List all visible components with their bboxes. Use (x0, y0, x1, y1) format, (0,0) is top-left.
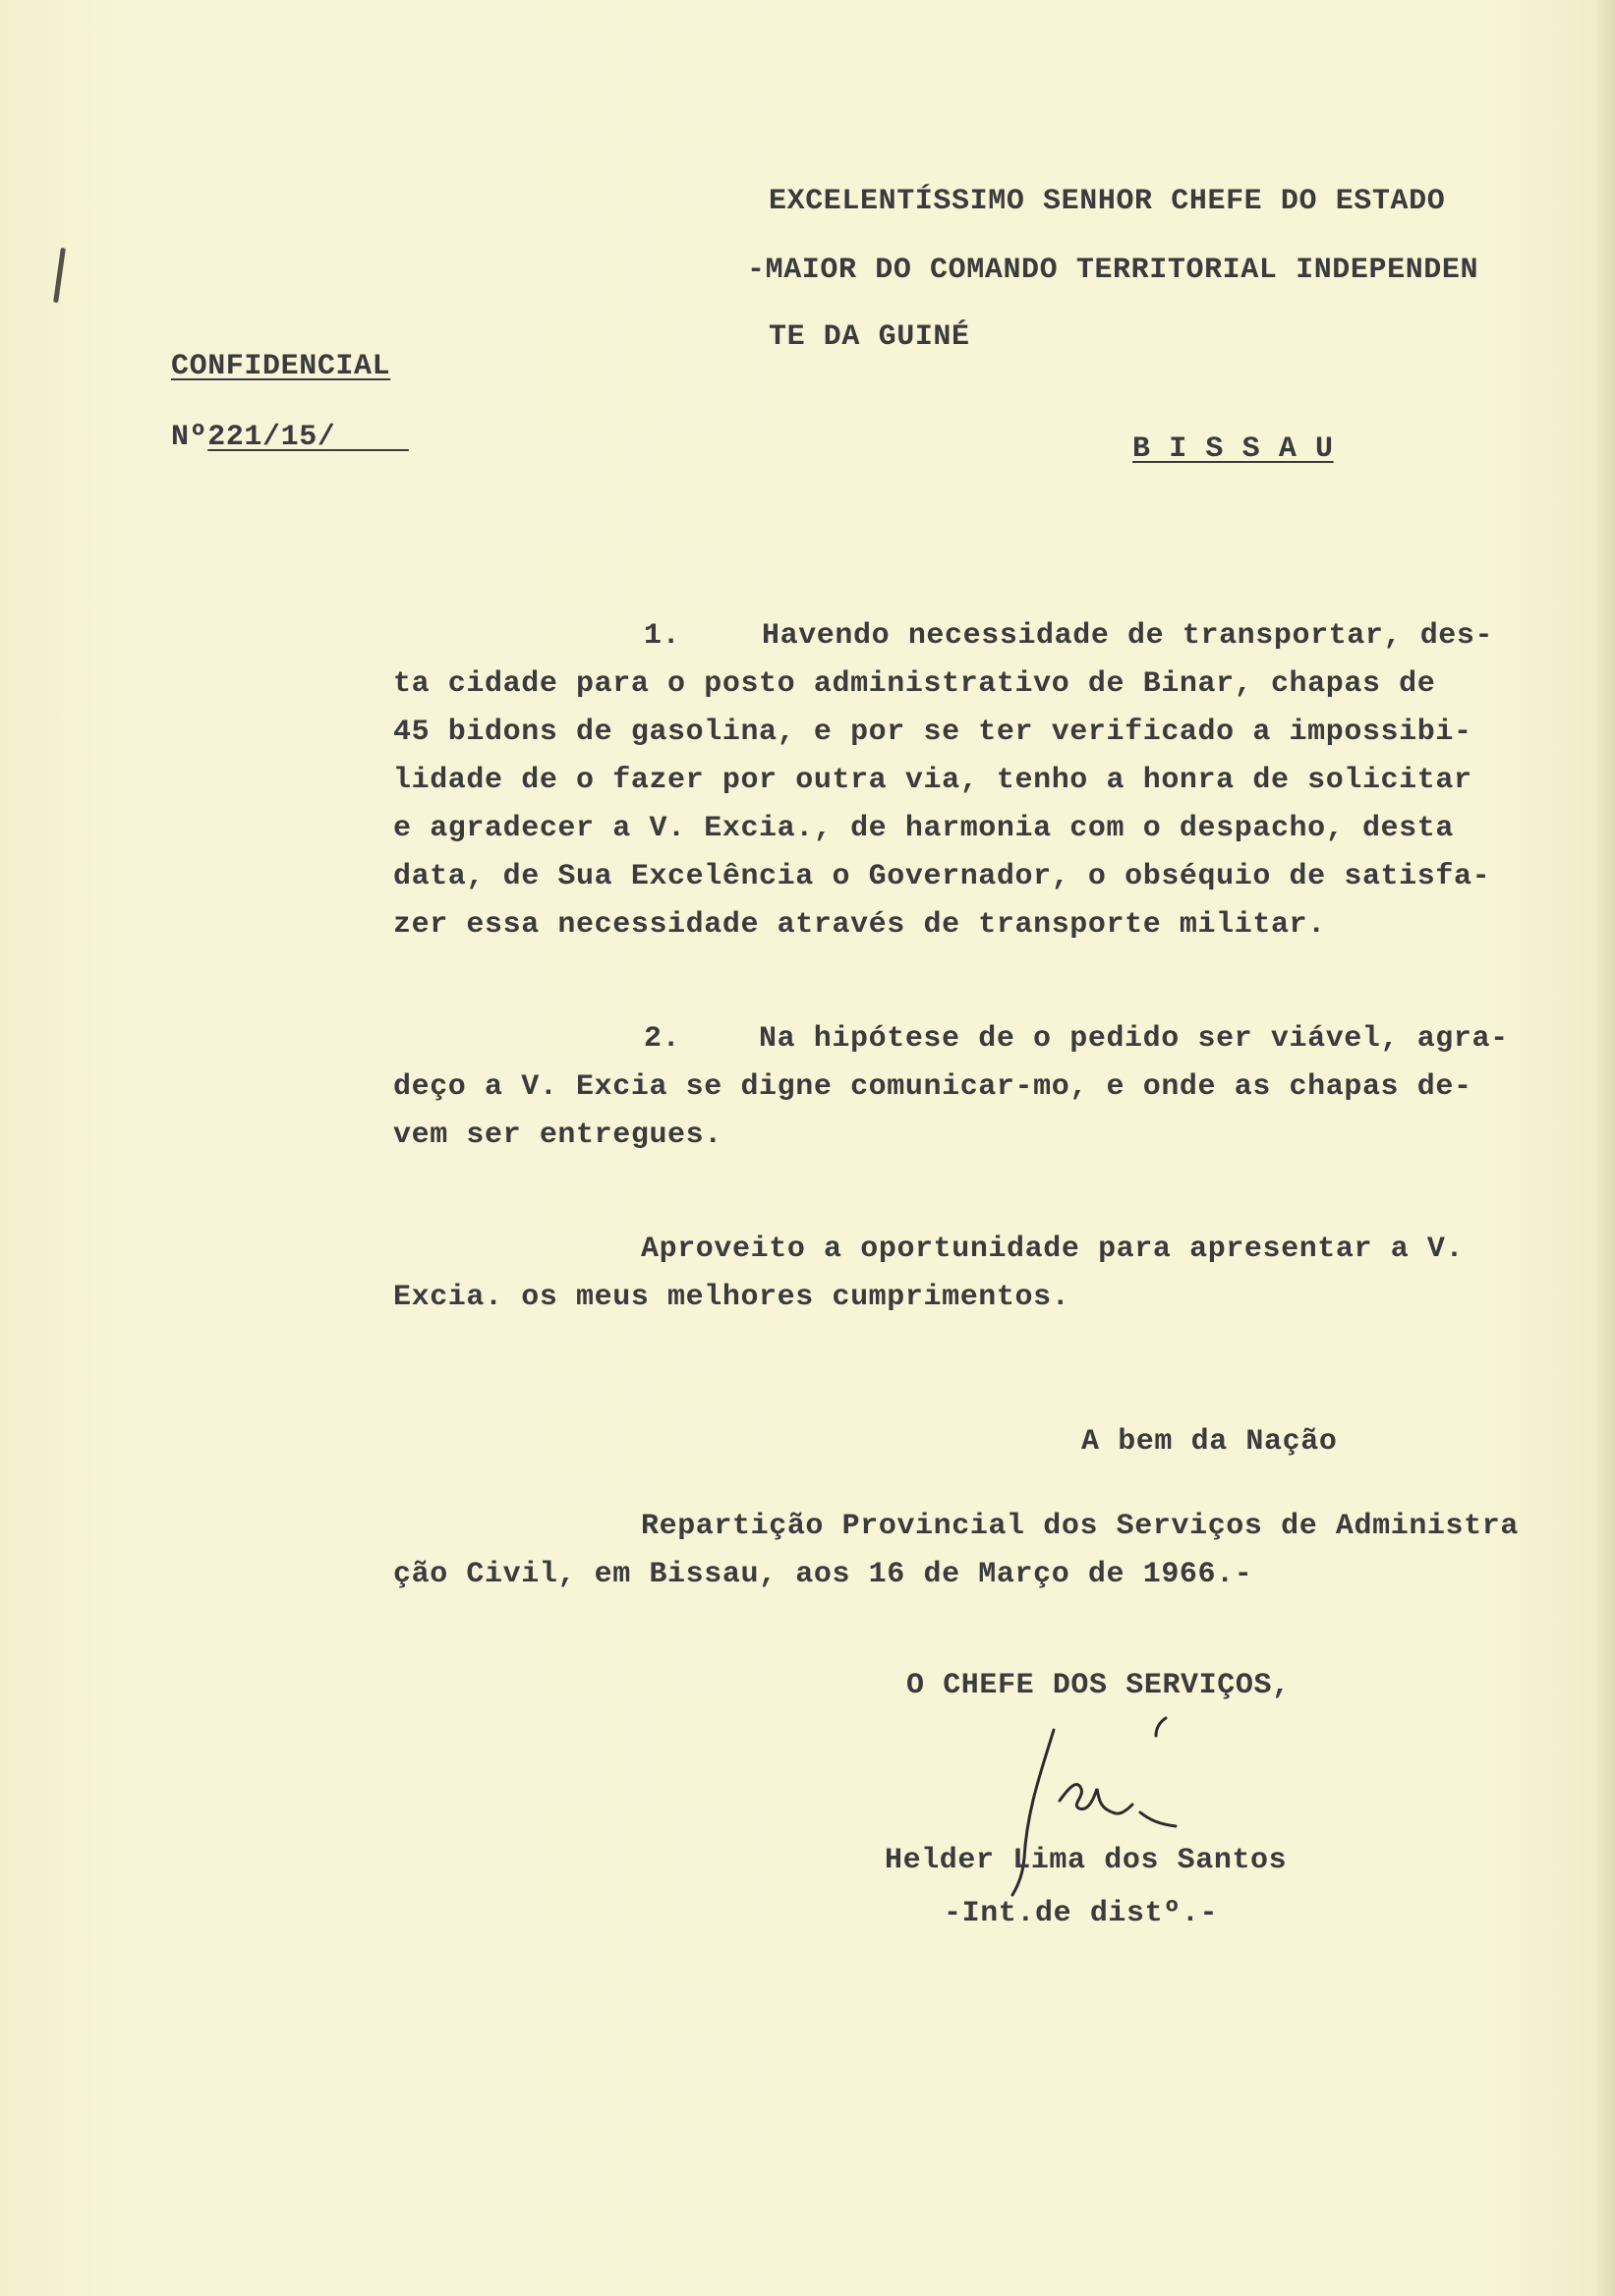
origin-line-2: ção Civil, em Bissau, aos 16 de Março de 1966.- (393, 1558, 1253, 1591)
origin-line-1: Repartição Provincial dos Serviços de Administra (641, 1510, 1519, 1543)
salutation: A bem da Nação (1081, 1425, 1338, 1459)
reference-prefix: Nº (171, 421, 208, 454)
paragraph-1-line: 45 bidons de gasolina, e por se ter verificado a impossibi- (393, 716, 1472, 749)
classification-label: CONFIDENCIAL (171, 350, 391, 383)
paragraph-1-line: zer essa necessidade através de transporte militar. (393, 908, 1326, 942)
addressee-line-1: EXCELENTÍSSIMO SENHOR CHEFE DO ESTADO (769, 185, 1446, 218)
addressee-line-2: -MAIOR DO COMANDO TERRITORIAL INDEPENDEN (747, 254, 1479, 287)
paragraph-2-line: vem ser entregues. (393, 1119, 722, 1152)
paragraph-1-line: lidade de o fazer por outra via, tenho a honra de solicitar (393, 764, 1472, 797)
paper-edge-shadow (1593, 0, 1615, 2296)
paragraph-1-line: e agradecer a V. Excia., de harmonia com o despacho, desta (393, 812, 1454, 845)
signatory-title: O CHEFE DOS SERVIÇOS, (906, 1669, 1291, 1702)
paragraph-1-line: Havendo necessidade de transportar, des- (762, 619, 1494, 653)
paragraph-2-line: Na hipótese de o pedido ser viável, agra- (759, 1022, 1509, 1056)
signatory-rank: -Int.de distº.- (944, 1897, 1219, 1930)
reference-blank (335, 421, 408, 454)
paragraph-2-number: 2. (644, 1022, 681, 1056)
reference-number-line (171, 421, 409, 454)
signatory-name: Helder Lima dos Santos (885, 1844, 1288, 1877)
paragraph-2-line: deço a V. Excia se digne comunicar-mo, e onde as chapas de- (393, 1070, 1472, 1104)
addressee-line-3: TE DA GUINÉ (769, 320, 970, 354)
closing-line-2: Excia. os meus melhores cumprimentos. (393, 1281, 1070, 1314)
paragraph-1-line: ta cidade para o posto administrativo de Binar, chapas de (393, 667, 1436, 701)
city-heading: B I S S A U (1132, 432, 1334, 466)
paragraph-1-number: 1. (644, 619, 681, 653)
paragraph-1-line: data, de Sua Excelência o Governador, o obséquio de satisfa- (393, 860, 1491, 893)
closing-line-1: Aproveito a oportunidade para apresentar a V. (641, 1233, 1465, 1266)
reference-number: 221/15/ (207, 421, 336, 454)
